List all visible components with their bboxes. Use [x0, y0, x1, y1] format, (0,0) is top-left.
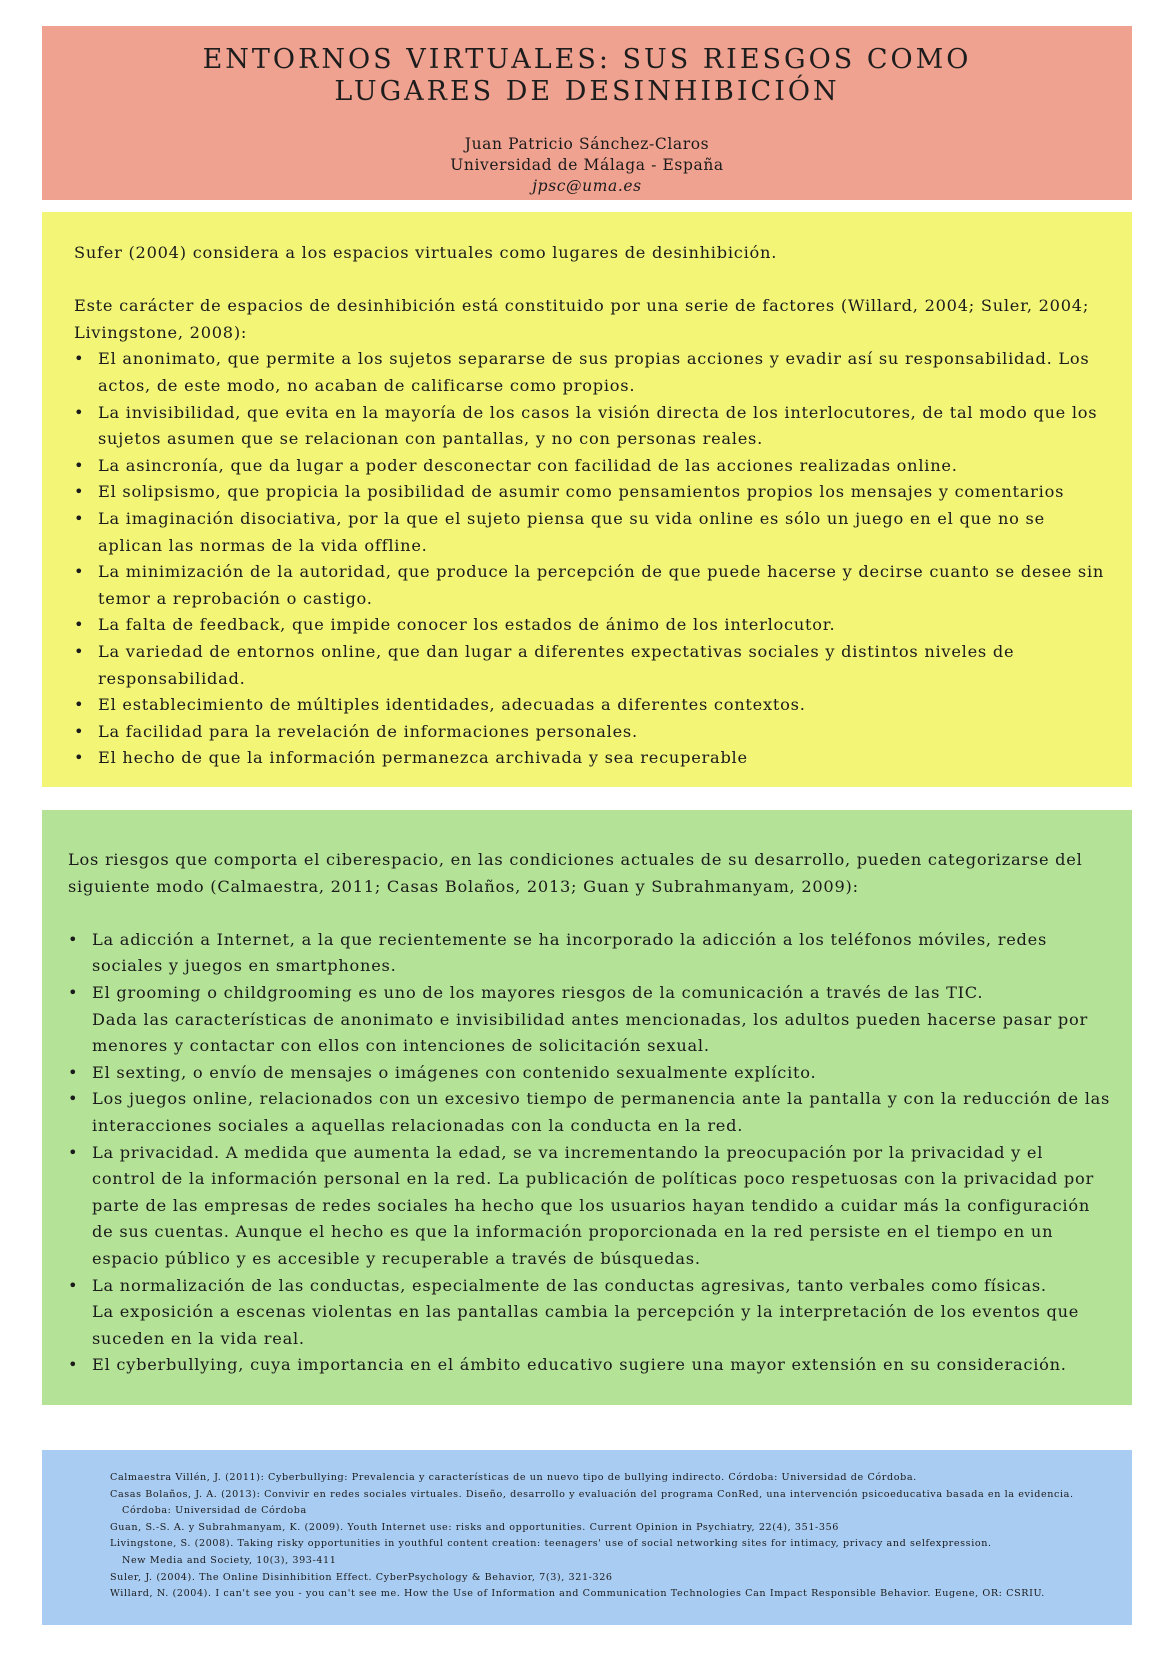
- factors-panel: [42, 212, 1132, 787]
- list-item: • La variedad de entornos online, que dan lugar a diferentes expectativas sociales y distintos niveles de responsabilidad.: [74, 639, 1110, 692]
- list-item: [68, 1086, 1112, 1139]
- risks-panel: [42, 810, 1132, 1405]
- title-line-2: LUGARES DE DESINHIBICIÓN: [334, 76, 840, 107]
- reference-item: Suler, J. (2004). The Online Disinhibition Effect. CyberPsychology & Behavior, 7(3), 321-326: [110, 1571, 613, 1583]
- list-item-text: La privacidad. A medida que aumenta la edad, se va incrementando la preocupación por la privacidad y el control de la información personal en la red. La publicación de políticas poco respetuosas con la privacidad por parte de las empresas de redes sociales ha hecho que los usuarios hayan tendido a cuidar más la configuración de sus cuentas. Aunque el hecho es que la información proporcionada en la red persiste en el tiempo en un espacio público y es accesible y recuperable a través de búsquedas.: [92, 1142, 1094, 1268]
- author-affiliation: Universidad de Málaga - España: [450, 156, 724, 174]
- list-item-text: La normalización de las conductas, especialmente de las conductas agresivas, tanto verbales como físicas.: [92, 1275, 1047, 1295]
- list-item: • El solipsismo, que propicia la posibilidad de asumir como pensamientos propios los mensajes y comentarios: [74, 479, 1110, 506]
- header-panel: [42, 26, 1132, 200]
- list-item-text: Los juegos online, relacionados con un excesivo tiempo de permanencia ante la pantalla y con la reducción de las interacciones sociales a aquellas relacionadas con la conducta en la red.: [92, 1089, 1111, 1135]
- author-block: [42, 134, 1132, 197]
- list-item: [68, 980, 1112, 1060]
- factors-intro: Sufer (2004) considera a los espacios virtuales como lugares de desinhibición.: [74, 243, 778, 262]
- list-item: [68, 1352, 1112, 1379]
- factors-list: [74, 346, 1110, 772]
- reference-item: [110, 1487, 1112, 1520]
- factors-lead: Este carácter de espacios de desinhibición está constituido por una serie de factores (Willard, 2004; Suler, 2004; Livingstone, 2008):: [74, 296, 1090, 342]
- reference-item: Guan, S.-S. A. y Subrahmanyam, K. (2009). Youth Internet use: risks and opportunities. Current Opinion in Psychiatry, 22(4), 351-356: [110, 1521, 839, 1533]
- list-item: • La falta de feedback, que impide conocer los estados de ánimo de los interlocutor.: [74, 612, 1110, 639]
- list-item: • La invisibilidad, que evita en la mayoría de los casos la visión directa de los interlocutores, de tal modo que los sujetos asumen que se relacionan con pantallas, y no con personas reales.: [74, 400, 1110, 453]
- poster-title: [42, 26, 1132, 108]
- list-item: • La facilidad para la revelación de informaciones personales.: [74, 719, 1110, 746]
- reference-text: Casas Bolaños, J. A. (2013): Convivir en redes sociales virtuales. Diseño, desarrollo y evaluación del programa ConRed, una intervención psicoeducativa basada en la evidencia.: [110, 1488, 1074, 1500]
- risks-list: [68, 927, 1112, 1379]
- list-item: [68, 1140, 1112, 1273]
- list-item: [68, 1273, 1112, 1353]
- list-item: [68, 927, 1112, 980]
- reference-text: Livingstone, S. (2008). Taking risky opportunities in youthful content creation: teenagers' use of social networking sites for intimacy, privacy and selfexpression.: [110, 1538, 992, 1550]
- list-item-continuation: La exposición a escenas violentas en las pantallas cambia la percepción y la interpretación de los eventos que suceden en la vida real.: [92, 1302, 1080, 1348]
- list-item: • La minimización de la autoridad, que produce la percepción de que puede hacerse y decirse cuanto se desee sin temor a reprobación o castigo.: [74, 559, 1110, 612]
- list-item-text: El sexting, o envío de mensajes o imágenes con contenido sexualmente explícito.: [92, 1062, 817, 1082]
- list-item: [68, 1060, 1112, 1087]
- list-item-text: El grooming o childgrooming es uno de los mayores riesgos de la comunicación a través de las TIC.: [92, 982, 984, 1002]
- references-panel: [42, 1450, 1132, 1625]
- title-line-1: ENTORNOS VIRTUALES: SUS RIESGOS COMO: [202, 44, 972, 75]
- list-item-text: El cyberbullying, cuya importancia en el ámbito educativo sugiere una mayor extensión en su consideración.: [92, 1355, 1067, 1375]
- list-item-continuation: Dada las características de anonimato e invisibilidad antes mencionadas, los adultos pueden hacerse pasar por menores y contactar con ellos con intenciones de solicitación sexual.: [92, 1009, 1089, 1056]
- list-item: • El anonimato, que permite a los sujetos separarse de sus propias acciones y evadir así su responsabilidad. Los actos, de este modo, no acaban de calificarse como propios.: [74, 346, 1110, 399]
- risks-intro: Los riesgos que comporta el ciberespacio, en las condiciones actuales de su desarrollo, pueden categorizarse del siguiente modo (Calmaestra, 2011; Casas Bolaños, 2013; Guan y Subrahmanyam, 2009):: [68, 850, 1083, 896]
- list-item: • La asincronía, que da lugar a poder desconectar con facilidad de las acciones realizadas online.: [74, 453, 1110, 480]
- reference-continuation: Córdoba: Universidad de Córdoba: [122, 1505, 307, 1517]
- reference-item: Willard, N. (2004). I can't see you - you can't see me. How the Use of Information and Communication Technologies Can Impact Responsible Behavior. Eugene, OR: CSRIU.: [110, 1588, 1045, 1600]
- list-item: • La imaginación disociativa, por la que el sujeto piensa que su vida online es sólo un juego en el que no se aplican las normas de la vida offline.: [74, 506, 1110, 559]
- reference-continuation: New Media and Society, 10(3), 393-411: [122, 1554, 337, 1566]
- author-name: Juan Patricio Sánchez-Claros: [464, 135, 710, 153]
- list-item: • El establecimiento de múltiples identidades, adecuadas a diferentes contextos.: [74, 692, 1110, 719]
- reference-item: Calmaestra Villén, J. (2011): Cyberbullying: Prevalencia y características de un nuevo tipo de bullying indirecto. Córdoba: Universidad de Córdoba.: [110, 1472, 917, 1483]
- reference-item: [110, 1536, 1112, 1569]
- list-item: • El hecho de que la información permanezca archivada y sea recuperable: [74, 745, 1110, 772]
- author-email: jpsc@uma.es: [532, 177, 642, 195]
- list-item-text: La adicción a Internet, a la que recientemente se ha incorporado la adicción a los teléfonos móviles, redes sociales y juegos en smartphones.: [92, 929, 1048, 976]
